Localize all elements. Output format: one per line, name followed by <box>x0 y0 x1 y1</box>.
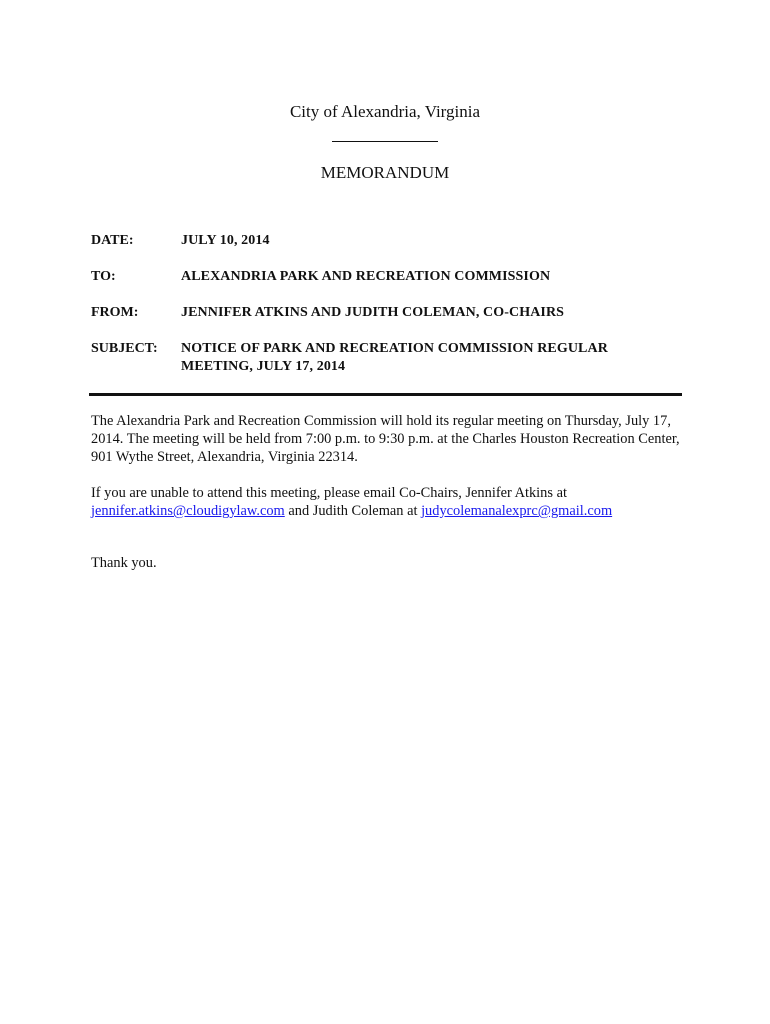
subject-value: NOTICE OF PARK AND RECREATION COMMISSION REGULAR MEETING, JULY 17, 2014 <box>181 341 608 374</box>
memo-header-fields <box>91 232 681 394</box>
meeting-paragraph: The Alexandria Park and Recreation Commission will hold its regular meeting on Thursday, July 17, 2014. The meeting will be held from 7:00 p.m. to 9:30 p.m. at the Charles Houston Recreation Center, 901 Wythe Street, Alexandria, Virginia 22314. <box>91 413 680 465</box>
city-heading: City of Alexandria, Virginia <box>289 102 481 121</box>
contact-text-middle: and Judith Coleman at <box>284 503 422 519</box>
to-label: TO: <box>91 269 116 284</box>
from-label: FROM: <box>91 305 139 320</box>
closing-text: Thank you. <box>91 555 157 571</box>
subject-field <box>91 340 681 376</box>
title-underline <box>332 141 438 142</box>
date-field <box>91 232 681 250</box>
to-value: ALEXANDRIA PARK AND RECREATION COMMISSION <box>181 269 551 284</box>
email-link-jennifer[interactable]: jennifer.atkins@cloudigylaw.com <box>91 503 285 519</box>
contact-text-prefix: If you are unable to attend this meeting, please email Co-Chairs, Jennifer Atkins at <box>91 485 567 501</box>
email-link-judith[interactable]: judycolemanalexprc@gmail.com <box>421 503 613 519</box>
contact-paragraph <box>91 484 681 520</box>
subject-label: SUBJECT: <box>91 341 158 356</box>
date-label: DATE: <box>91 233 134 248</box>
header-divider <box>89 393 682 396</box>
from-field <box>91 304 681 322</box>
memo-body <box>91 412 681 590</box>
date-value: JULY 10, 2014 <box>181 233 270 248</box>
to-field <box>91 268 681 286</box>
from-value: JENNIFER ATKINS AND JUDITH COLEMAN, CO-CHAIRS <box>181 305 565 320</box>
memo-title: MEMORANDUM <box>320 163 450 182</box>
